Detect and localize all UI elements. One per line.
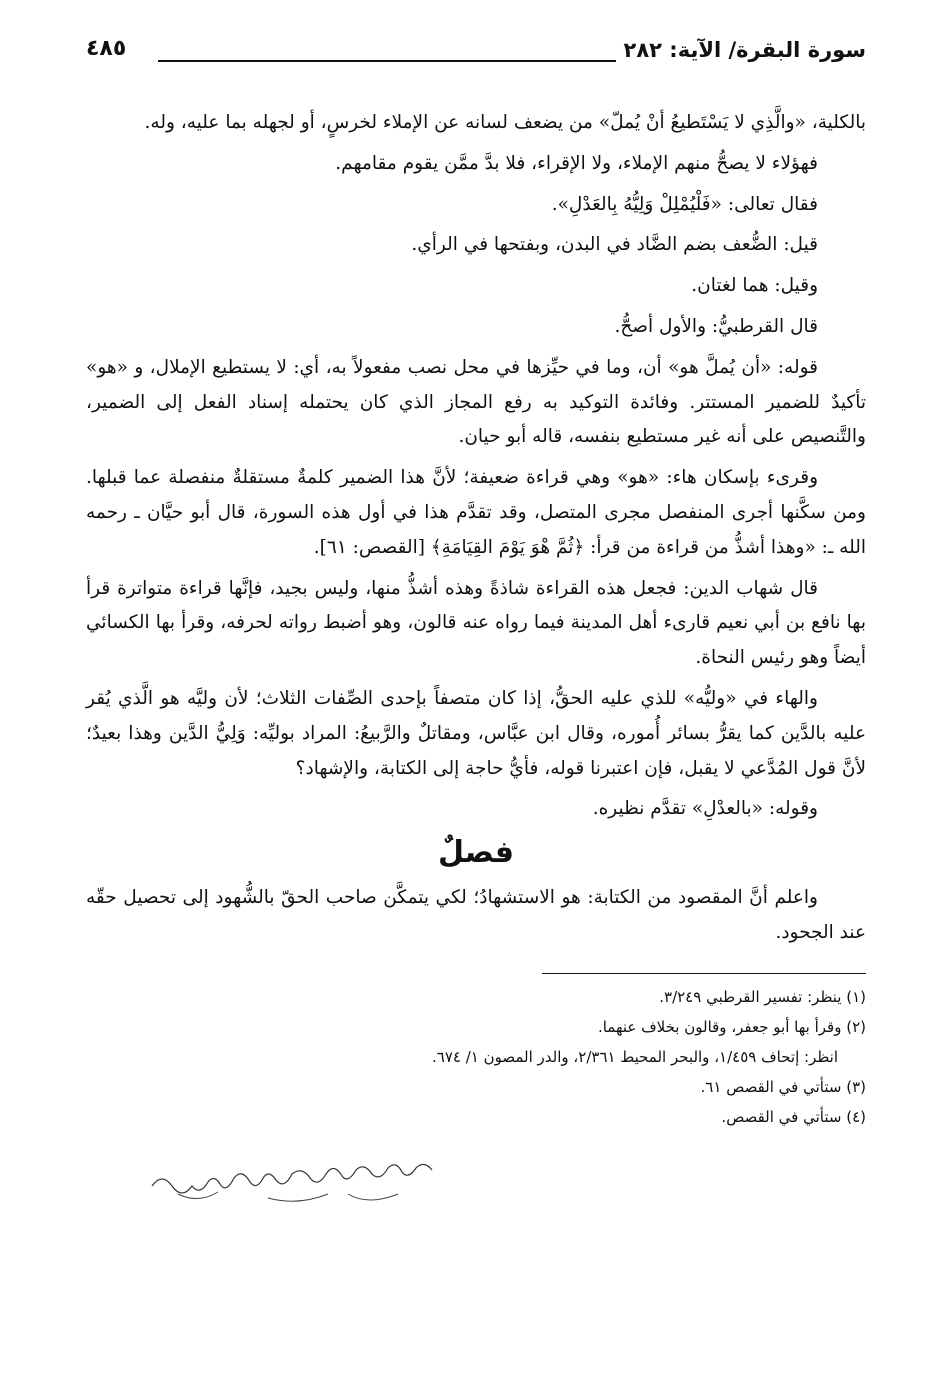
footnote: (١) ينظر: تفسير القرطبي ٣/٢٤٩. <box>659 987 866 1006</box>
body-paragraph: فهؤلاء لا يصحُّ منهم الإملاء، ولا الإقراء، فلا بدَّ ممَّن يقوم مقامهم. <box>335 152 818 174</box>
footnote: (٣) ستأتي في القصص ٦١. <box>700 1077 866 1096</box>
section-heading: فصلٌ <box>438 835 514 871</box>
body-paragraph: فقال تعالى: «فَلْيُمْلِلْ وَلِيُّهُ بِالعَدْلِ». <box>551 193 818 215</box>
body-paragraph: وقرىء بإسكان هاء: «هو» وهي قراءة ضعيفة؛ لأنَّ هذا الضمير كلمةٌ مستقلةٌ منفصلة عما قبلها. ومن سكَّنها أجرى المنفصل مجرى المتصل، وقد تقدَّم هذا في أول هذه السورة، قال أبو حيَّان ـ رحمه الله ـ: «وهذا أشذُّ من قراءة من قرأ: ﴿ثُمَّ هْوَ يَوْمَ القِيَامَةِ﴾ [القصص: ٦١]. <box>86 467 866 558</box>
running-header <box>86 30 866 70</box>
paragraph-list <box>86 106 866 827</box>
footnote: (٢) وقرأ بها أبو جعفر، وقالون بخلاف عنهما. <box>597 1017 866 1036</box>
header-surah-title: سورة البقرة/ الآية: ٢٨٢ <box>623 38 866 62</box>
body-paragraph: قوله: «أن يُملَّ هو» أن، وما في حيِّزها في محل نصب مفعولاً به، أي: لا يستطيع الإملال، و «هو» تأكيدٌ للضمير المستتر. وفائدة التوكيد به رفع المجاز الذي كان يحتمله إسناد الفعل إلى الضمير، والتَّنصيص على أنه غير مستطيع بنفسه، قاله أبو حيان. <box>86 356 866 448</box>
body-paragraph: والهاء في «وليُّه» للذي عليه الحقُّ، إذا كان متصفاً بإحدى الصِّفات الثلاث؛ لأن وليَّه هو الَّذي يُقر عليه بالدَّين كما يقرُّ بسائر أُموره، وقال ابن عبَّاس، ومقاتلٌ والرَّبيعُ: المراد بوليِّه: وَلِيُّ الدَّين وهذا بعيدٌ؛ لأنَّ قول المُدَّعي لا يقبل، فإن اعتبرنا قوله، فأيُّ حاجة إلى الكتابة، والإشهاد؟ <box>86 687 866 779</box>
book-page <box>86 30 866 1132</box>
body-paragraph: وقوله: «بالعدْلِ» تقدَّم نظيره. <box>592 798 818 820</box>
handwritten-note <box>148 1164 454 1216</box>
footnote-rule <box>542 973 866 974</box>
main-text <box>86 106 866 951</box>
header-rule <box>158 60 616 62</box>
footnote: (٤) ستأتي في القصص. <box>721 1107 866 1126</box>
footnotes <box>86 982 866 1132</box>
section-paragraph-list <box>86 881 866 951</box>
body-paragraph: قيل: الضُّعف بضم الضَّاد في البدن، وبفتحها في الرأي. <box>411 234 818 256</box>
footnote: انظر: إتحاف ١/٤٥٩، والبحر المحيط ٢/٣٦١، والدر المصون ١/ ٦٧٤. <box>432 1047 838 1066</box>
page-number: ٤٨٥ <box>86 36 127 61</box>
body-paragraph: واعلم أنَّ المقصود من الكتابة: هو الاستشهادُ؛ لكي يتمكَّن صاحب الحقّ بالشُّهود إلى تحصيل حقّه عند الجحود. <box>86 887 866 943</box>
body-paragraph: وقيل: هما لغتان. <box>691 275 818 297</box>
body-paragraph: قال شهاب الدين: فجعل هذه القراءة شاذةً وهذه أشذُّ منها، وليس بجيد، فإنَّها قراءة متواترة قرأ بها نافع بن أبي نعيم قارىء أهل المدينة فيما رواه عنه قالون، وهو أضبط رواته لحرفه، وقرأ بها الكسائي أيضاً وهو رئيس النحاة. <box>86 577 866 669</box>
body-paragraph: بالكلية، «والَّذِي لا يَسْتَطيعُ أنْ يُملّ» من يضعف لسانه عن الإملاء لخرسٍ، أو لجهله بما عليه، وله. <box>144 112 866 133</box>
body-paragraph: قال القرطبيُّ: والأول أصحُّ. <box>614 315 818 337</box>
